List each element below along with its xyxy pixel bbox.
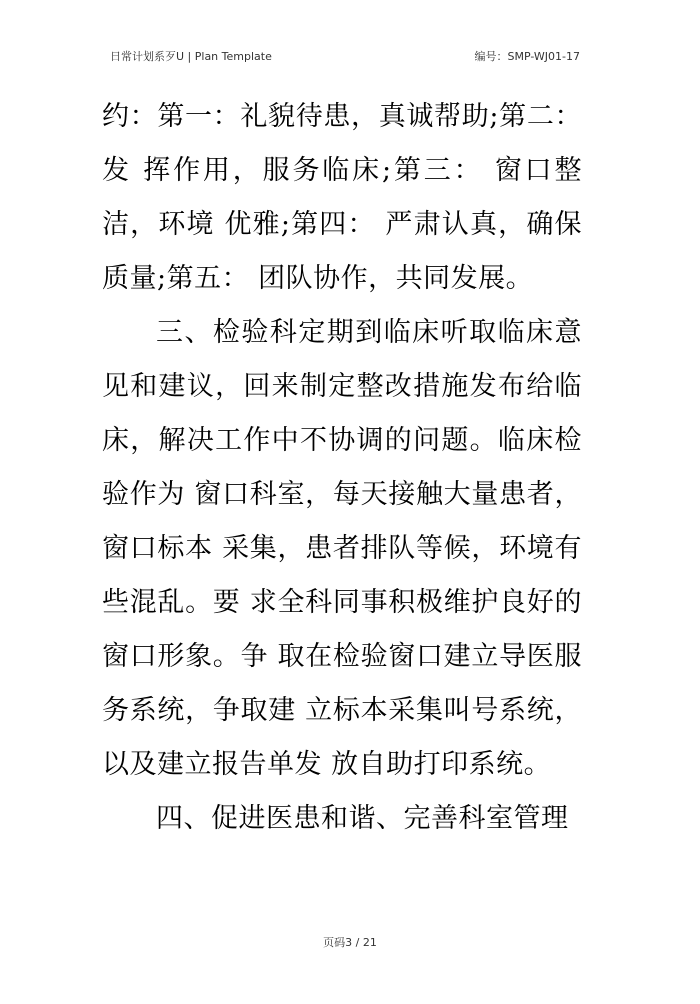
document-body [102,90,582,846]
header-divider [102,72,580,73]
header-title: 日常计划系歹U | Plan Template [110,50,272,63]
document-number: 编号：SMP-WJ01-17 [474,50,580,63]
paragraph-section-three: 三、检验科定期到临床听取临床意见和建议，回来制定整改措施发布给临床，解决工作中不协调的问题。临床检验作为 窗口科室，每天接触大量患者，窗口标本 采集，患者排队等候，环境有些混乱。要 求全科同事积极维护良好的窗口形象。争 取在检验窗口建立导医服务系统，争取建 立标本采集叫号系统，以及建立报告单发 放自助打印系统。 [102,317,582,780]
paragraph-section-four-heading: 四、促进医患和谐、完善科室管理 [156,803,569,834]
page-header [102,48,580,68]
paragraph-continuation: 约：第一：礼貌待患，真诚帮助;第二：发 挥作用，服务临床;第三： 窗口整洁，环境 优雅;第四： 严肃认真，确保质量;第五： 团队协作，共同发展。 [102,101,582,294]
page-number: 页码3 / 21 [323,936,377,949]
